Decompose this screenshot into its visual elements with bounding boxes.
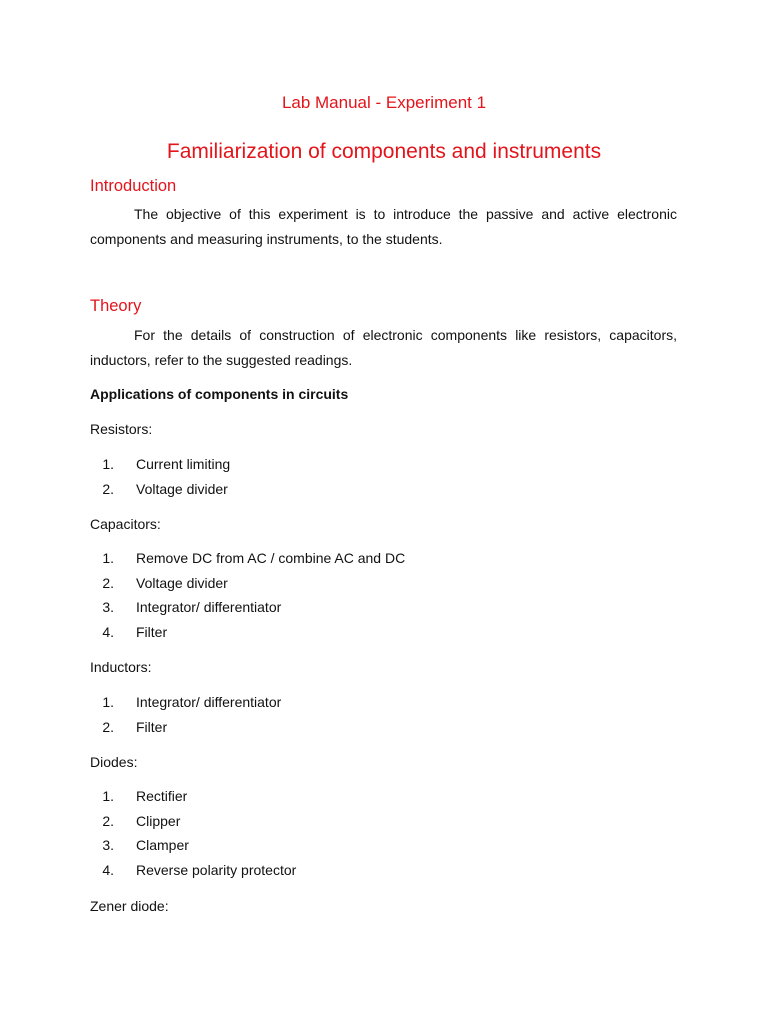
list-resistors [90, 452, 230, 501]
list-item [90, 784, 296, 809]
theory-heading: Theory [90, 297, 142, 315]
list-item [90, 477, 230, 502]
list-item [90, 690, 281, 715]
list-item-text: Voltage divider [136, 480, 228, 497]
list-item-number: 1. [102, 788, 114, 804]
list-item [90, 715, 281, 740]
list-item-text: Filter [136, 623, 168, 640]
list-item-text: Clipper [136, 812, 181, 829]
list-item-number: 2. [102, 812, 114, 829]
list-item-text: Remove DC from AC / combine AC and DC [136, 550, 406, 566]
list-item-text: Reverse polarity protector [136, 861, 297, 878]
document-header: Lab Manual - Experiment 1 [281, 93, 487, 112]
list-item [90, 546, 405, 571]
list-item [90, 833, 296, 858]
section-label-inductors: Inductors: [90, 659, 152, 675]
list-item-text: Clamper [136, 837, 189, 854]
list-item [90, 571, 405, 596]
section-label-capacitors: Capacitors: [90, 516, 161, 532]
list-item-text: Rectifier [136, 788, 188, 804]
list-item-number: 1. [102, 456, 114, 472]
applications-heading: Applications of components in circuits [90, 386, 349, 402]
list-item-number: 2. [102, 718, 114, 735]
list-item-text: Voltage divider [136, 574, 228, 591]
list-item-number: 3. [102, 837, 114, 854]
introduction-paragraph: The objective of this experiment is to introduce the passive and active electronic components and measuring instruments, to the students. [90, 206, 677, 247]
list-item-number: 1. [102, 550, 114, 566]
list-item [90, 452, 230, 477]
list-item-text: Integrator/ differentiator [136, 694, 282, 710]
list-item [90, 858, 296, 883]
list-item-text: Filter [136, 718, 168, 735]
list-item [90, 620, 405, 645]
theory-paragraph: For the details of construction of electronic components like resistors, capacitors, inductors, refer to the suggested readings. [90, 327, 677, 368]
list-item-number: 4. [102, 623, 114, 640]
list-capacitors [90, 546, 405, 644]
list-item [90, 809, 296, 834]
section-label-resistors: Resistors: [90, 421, 153, 437]
list-item-number: 1. [102, 694, 114, 710]
list-diodes [90, 784, 296, 882]
list-inductors [90, 690, 281, 739]
list-item-text: Integrator/ differentiator [136, 599, 282, 616]
section-label-diodes: Diodes: [90, 754, 138, 770]
document-title: Familiarization of components and instruments [166, 140, 602, 163]
list-item-number: 2. [102, 574, 114, 591]
list-item-text: Current limiting [136, 456, 231, 472]
section-label-zener-diode: Zener diode: [90, 898, 169, 914]
list-item [90, 595, 405, 620]
list-item-number: 4. [102, 861, 114, 878]
list-item-number: 2. [102, 480, 114, 497]
list-item-number: 3. [102, 599, 114, 616]
introduction-heading: Introduction [90, 177, 177, 195]
